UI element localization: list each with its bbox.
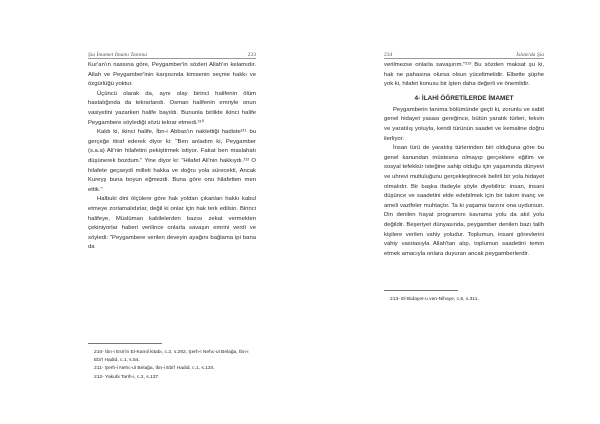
paragraph: Üçüncü olarak da, aynı olay birinci halifenin ölüm hastalığında da tekrarlandı. Osman halifenin emriyle onun vasiyetini yazarken halife bayıldı. Bununla birlikte ikinci halife Peygambere söylediği sözü tekrar etmedi.²¹⁰: [88, 90, 256, 126]
footnote: 212- Yakubi Tarih-i, c.2, s.137.: [94, 374, 160, 380]
left-page-number: 233: [247, 52, 256, 58]
footnote: 213- El-Bidayet-u ven-Nihaye, c.6, s.311.: [390, 297, 479, 302]
paragraph: Kur'an'ın nassına göre, Peygamber'in sözleri Allah'ın kelamıdır. Allah ve Peygamber'inin karşısında kimsenin seçme hakkı ve özgürlüğü yoktur.: [88, 62, 256, 88]
paragraph: İnsan türü de yaratılış türlerinden biri olduğuna göre bu genel kanundan müstesna olmayıp gerçeklere eğilim ve sosyal tefekkür isteğine sahip olduğu için yaşamında dünyevi ve uhrevi mutluluğunu gerçekleştirecek belirli bir yola hidayet olmalıdır. Bir başka ifadeyle şöyle diyebiliriz: insan, insani düşünce ve saadetini elde edebilmek için bir takım inanç ve ameli vazifeler muhtaçtır. Ta ki yaşama tarzını ona uydursun. Din denilen hayat programını kavrama yolu da akıl yolu değildir. Beşeriyet dünyasında, peygamber denilen bazı talih kişilere verilen vahiy yoludur. Toplumun, insani görevlerini vahiy vasıtasıyla Allah'tan alıp, toplumun saadetini temin etmek amacıyla onlara duyuran ancak peygamberlerdir.: [384, 145, 544, 257]
right-running-title: İslam'da Şia: [516, 52, 544, 58]
left-page-body: [88, 61, 256, 253]
paragraph: Kaldı ki, ikinci halife, İbn-i Abbas'ın naklettiği hadiste²¹¹ bu gerçeğe itiraf ederek diyor ki: "Ben anladım ki, Peygamber (s.a.a) Ali'nin hilafetini pekiştirmek istiyor. Fakat ben maslahatı düşünerek bozdum." Yine diyor ki: "Hilafet Ali'nin hakkıydı.²¹² O hilafete geçseydi milleti hakka ve doğru yola sürecekti, Ancak Kureyş buna boyun eğmezdi. Buna göre onu hilafetten men ettik.": [88, 129, 256, 193]
paragraph: Halbuki dini ölçülere göre hak yoldan çıkanları hakkı kabul etmeye zorlamalıdırlar, değil ki onlar için hak terk edilsin. Birinci halifeye, Müslüman kabilelerden bazısı zekat vermekten çekiniyorlar haberi verilince onlarla savaşın emrini verdi ve söyledi: "Peygambere verilen deveyin ayağını bağlama ipi bana da: [88, 196, 256, 251]
paragraph: verilmezse onlarla savaşırım."²¹³ Bu sözden maksat şu ki, hak ne pahasına olursa olsun yüceltmelidir. Elbette şüphe yok ki, hilafet konusu bir işten daha değerli ve önemlidir.: [384, 62, 544, 88]
right-page-body: [384, 61, 544, 259]
section-heading: 4- İLAHİ ÖĞRETİLERDE İMAMET: [414, 94, 514, 102]
right-page-number: 234: [384, 52, 393, 58]
footnote: 211- Şerh-i Nehc-ul Belağa, İbn-i Ebi'l Hadid, c.1, s.134.: [94, 366, 215, 372]
paragraph: Peygamberin tanıma bölümünde geçti ki, zorunlu ve sabit genel hidayet yasası gereğince, bütün yaratık türleri, tekvin ve yaratılış yoluyla, kendi türünün saadet ve kemaline doğru ilerliyor.: [384, 106, 544, 142]
left-footnotes: [88, 343, 256, 382]
left-page-header: [88, 48, 256, 59]
footnote-rule: [88, 343, 162, 344]
right-page-header: [384, 48, 544, 59]
footnote: 210- İbn-i Esir'in El-Kamil kitabı, c.2, s.292, Şerh-i Nehc-ul Belağa, İbn-i Ebi'l Hadid, c.1, s.54.: [94, 350, 249, 364]
right-page: [300, 0, 600, 424]
left-running-title: Şia İmamet İmamı Tanıma: [88, 52, 147, 58]
footnote-rule: [384, 290, 458, 291]
right-footnotes: [384, 290, 544, 304]
